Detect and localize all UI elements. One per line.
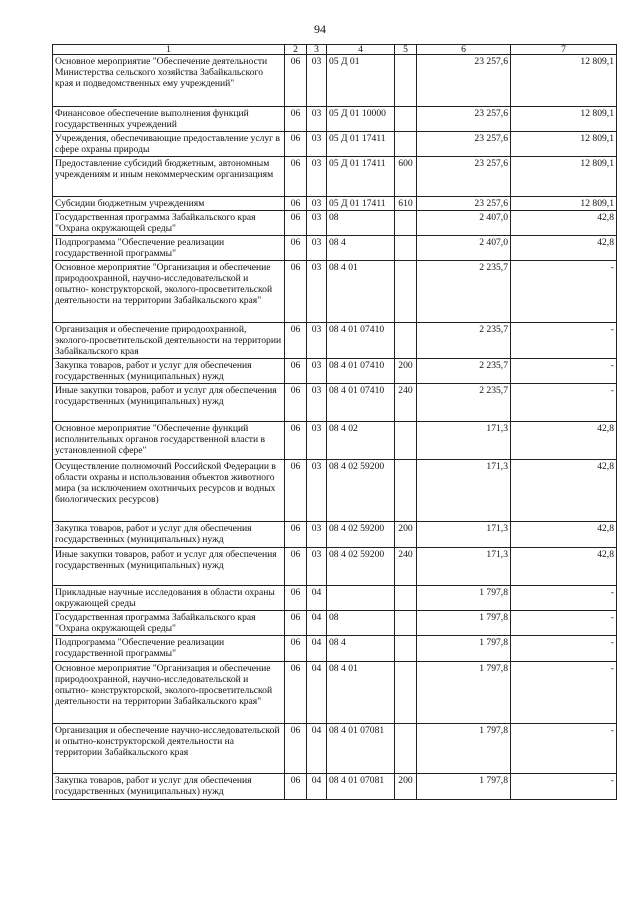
item-name-cell: Подпрограмма "Обеспечение реализации государственной программы" bbox=[53, 236, 285, 261]
subsection-code-cell: 03 bbox=[307, 157, 327, 197]
section-code-cell: 06 bbox=[285, 548, 307, 586]
subsection-code-cell: 03 bbox=[307, 422, 327, 460]
expense-type-cell bbox=[395, 107, 417, 132]
section-code-cell: 06 bbox=[285, 662, 307, 724]
section-code-cell: 06 bbox=[285, 236, 307, 261]
target-article-cell: 05 Д 01 17411 bbox=[327, 197, 395, 211]
amount-col6-cell: 23 257,6 bbox=[417, 132, 511, 157]
amount-col6-cell: 2 235,7 bbox=[417, 384, 511, 422]
expense-type-cell: 610 bbox=[395, 197, 417, 211]
subsection-code-cell: 04 bbox=[307, 662, 327, 724]
section-code-cell: 06 bbox=[285, 107, 307, 132]
expense-type-cell bbox=[395, 323, 417, 359]
target-article-cell: 08 4 01 bbox=[327, 261, 395, 323]
table-row bbox=[53, 636, 617, 662]
section-code-cell: 06 bbox=[285, 724, 307, 774]
header-cell-7: 7 bbox=[511, 45, 617, 55]
subsection-code-cell: 03 bbox=[307, 359, 327, 384]
amount-col6-cell: 171,3 bbox=[417, 460, 511, 522]
item-name-cell: Закупка товаров, работ и услуг для обеспечения государственных (муниципальных) нужд bbox=[53, 522, 285, 548]
amount-col7-cell: 42,8 bbox=[511, 548, 617, 586]
table-row bbox=[53, 611, 617, 636]
page-number: 94 bbox=[314, 22, 326, 36]
target-article-cell: 08 4 02 bbox=[327, 422, 395, 460]
section-code-cell: 06 bbox=[285, 611, 307, 636]
target-article-cell: 05 Д 01 17411 bbox=[327, 157, 395, 197]
amount-col7-cell: 42,8 bbox=[511, 236, 617, 261]
amount-col6-cell: 1 797,8 bbox=[417, 662, 511, 724]
target-article-cell: 08 4 02 59200 bbox=[327, 522, 395, 548]
target-article-cell: 08 4 01 07410 bbox=[327, 359, 395, 384]
item-name-cell: Основное мероприятие "Обеспечение деятельности Министерства сельского хозяйства Забайкальского края и подведомственных ему учреждений" bbox=[53, 55, 285, 107]
expense-type-cell: 240 bbox=[395, 384, 417, 422]
target-article-cell bbox=[327, 586, 395, 611]
section-code-cell: 06 bbox=[285, 197, 307, 211]
budget-table bbox=[52, 44, 617, 800]
subsection-code-cell: 03 bbox=[307, 107, 327, 132]
subsection-code-cell: 04 bbox=[307, 774, 327, 800]
amount-col7-cell: - bbox=[511, 323, 617, 359]
table-row bbox=[53, 724, 617, 774]
amount-col6-cell: 1 797,8 bbox=[417, 774, 511, 800]
amount-col7-cell: - bbox=[511, 611, 617, 636]
table-row bbox=[53, 236, 617, 261]
target-article-cell: 08 bbox=[327, 611, 395, 636]
expense-type-cell bbox=[395, 460, 417, 522]
table-row bbox=[53, 132, 617, 157]
section-code-cell: 06 bbox=[285, 359, 307, 384]
amount-col7-cell: 42,8 bbox=[511, 422, 617, 460]
expense-type-cell: 200 bbox=[395, 774, 417, 800]
section-code-cell: 06 bbox=[285, 636, 307, 662]
expense-type-cell bbox=[395, 236, 417, 261]
subsection-code-cell: 03 bbox=[307, 55, 327, 107]
section-code-cell: 06 bbox=[285, 157, 307, 197]
target-article-cell: 05 Д 01 10000 bbox=[327, 107, 395, 132]
subsection-code-cell: 03 bbox=[307, 460, 327, 522]
target-article-cell: 05 Д 01 bbox=[327, 55, 395, 107]
target-article-cell: 08 4 02 59200 bbox=[327, 460, 395, 522]
amount-col6-cell: 2 407,0 bbox=[417, 211, 511, 236]
header-cell-2: 2 bbox=[285, 45, 307, 55]
amount-col6-cell: 2 235,7 bbox=[417, 261, 511, 323]
amount-col6-cell: 2 235,7 bbox=[417, 323, 511, 359]
table-row bbox=[53, 323, 617, 359]
subsection-code-cell: 04 bbox=[307, 586, 327, 611]
table-row bbox=[53, 55, 617, 107]
header-cell-5: 5 bbox=[395, 45, 417, 55]
item-name-cell: Предоставление субсидий бюджетным, автономным учреждениям и иным некоммерческим организациям bbox=[53, 157, 285, 197]
table-row bbox=[53, 662, 617, 724]
amount-col7-cell: 12 809,1 bbox=[511, 55, 617, 107]
table-row bbox=[53, 157, 617, 197]
header-cell-1: 1 bbox=[53, 45, 285, 55]
amount-col6-cell: 2 235,7 bbox=[417, 359, 511, 384]
target-article-cell: 08 4 bbox=[327, 236, 395, 261]
item-name-cell: Субсидии бюджетным учреждениям bbox=[53, 197, 285, 211]
item-name-cell: Организация и обеспечение природоохранной, эколого-просветительской деятельности на территории Забайкальского края bbox=[53, 323, 285, 359]
expense-type-cell bbox=[395, 261, 417, 323]
section-code-cell: 06 bbox=[285, 261, 307, 323]
section-code-cell: 06 bbox=[285, 422, 307, 460]
amount-col6-cell: 1 797,8 bbox=[417, 611, 511, 636]
item-name-cell: Осуществление полномочий Российской Федерации в области охраны и использования объектов животного мира (за исключением охотничьих ресурсов и водных биологических ресурсов) bbox=[53, 460, 285, 522]
amount-col6-cell: 23 257,6 bbox=[417, 197, 511, 211]
header-row bbox=[53, 45, 617, 55]
amount-col6-cell: 23 257,6 bbox=[417, 55, 511, 107]
target-article-cell: 08 4 01 07410 bbox=[327, 323, 395, 359]
amount-col7-cell: 42,8 bbox=[511, 460, 617, 522]
amount-col7-cell: - bbox=[511, 662, 617, 724]
amount-col6-cell: 1 797,8 bbox=[417, 586, 511, 611]
item-name-cell: Учреждения, обеспечивающие предоставление услуг в сфере охраны природы bbox=[53, 132, 285, 157]
expense-type-cell bbox=[395, 132, 417, 157]
amount-col7-cell: - bbox=[511, 359, 617, 384]
table-row bbox=[53, 774, 617, 800]
header-cell-3: 3 bbox=[307, 45, 327, 55]
item-name-cell: Иные закупки товаров, работ и услуг для обеспечения государственных (муниципальных) нужд bbox=[53, 384, 285, 422]
expense-type-cell bbox=[395, 211, 417, 236]
item-name-cell: Государственная программа Забайкальского края "Охрана окружающей среды" bbox=[53, 611, 285, 636]
amount-col6-cell: 171,3 bbox=[417, 522, 511, 548]
amount-col6-cell: 23 257,6 bbox=[417, 157, 511, 197]
item-name-cell: Подпрограмма "Обеспечение реализации государственной программы" bbox=[53, 636, 285, 662]
table-row bbox=[53, 548, 617, 586]
expense-type-cell bbox=[395, 611, 417, 636]
subsection-code-cell: 03 bbox=[307, 261, 327, 323]
target-article-cell: 08 4 01 07410 bbox=[327, 384, 395, 422]
amount-col6-cell: 1 797,8 bbox=[417, 724, 511, 774]
subsection-code-cell: 03 bbox=[307, 384, 327, 422]
expense-type-cell bbox=[395, 724, 417, 774]
table-row bbox=[53, 384, 617, 422]
expense-type-cell bbox=[395, 422, 417, 460]
amount-col7-cell: - bbox=[511, 586, 617, 611]
table-row bbox=[53, 197, 617, 211]
header-cell-4: 4 bbox=[327, 45, 395, 55]
table-row bbox=[53, 107, 617, 132]
amount-col6-cell: 1 797,8 bbox=[417, 636, 511, 662]
item-name-cell: Закупка товаров, работ и услуг для обеспечения государственных (муниципальных) нужд bbox=[53, 359, 285, 384]
amount-col7-cell: - bbox=[511, 774, 617, 800]
section-code-cell: 06 bbox=[285, 132, 307, 157]
item-name-cell: Прикладные научные исследования в области охраны окружающей среды bbox=[53, 586, 285, 611]
amount-col7-cell: 42,8 bbox=[511, 211, 617, 236]
amount-col7-cell: - bbox=[511, 636, 617, 662]
subsection-code-cell: 03 bbox=[307, 211, 327, 236]
subsection-code-cell: 03 bbox=[307, 197, 327, 211]
subsection-code-cell: 04 bbox=[307, 724, 327, 774]
target-article-cell: 08 4 01 bbox=[327, 662, 395, 724]
item-name-cell: Государственная программа Забайкальского края "Охрана окружающей среды" bbox=[53, 211, 285, 236]
amount-col6-cell: 2 407,0 bbox=[417, 236, 511, 261]
section-code-cell: 06 bbox=[285, 55, 307, 107]
section-code-cell: 06 bbox=[285, 460, 307, 522]
table-row bbox=[53, 422, 617, 460]
item-name-cell: Финансовое обеспечение выполнения функций государственных учреждений bbox=[53, 107, 285, 132]
table-row bbox=[53, 522, 617, 548]
table-row bbox=[53, 359, 617, 384]
expense-type-cell bbox=[395, 586, 417, 611]
subsection-code-cell: 03 bbox=[307, 236, 327, 261]
item-name-cell: Организация и обеспечение научно-исследовательской и опытно-конструкторской деятельности на территории Забайкальского края bbox=[53, 724, 285, 774]
item-name-cell: Иные закупки товаров, работ и услуг для обеспечения государственных (муниципальных) нужд bbox=[53, 548, 285, 586]
amount-col6-cell: 171,3 bbox=[417, 422, 511, 460]
expense-type-cell bbox=[395, 55, 417, 107]
table-row bbox=[53, 586, 617, 611]
expense-type-cell: 200 bbox=[395, 522, 417, 548]
target-article-cell: 05 Д 01 17411 bbox=[327, 132, 395, 157]
section-code-cell: 06 bbox=[285, 522, 307, 548]
amount-col7-cell: 12 809,1 bbox=[511, 157, 617, 197]
expense-type-cell: 200 bbox=[395, 359, 417, 384]
section-code-cell: 06 bbox=[285, 211, 307, 236]
section-code-cell: 06 bbox=[285, 774, 307, 800]
target-article-cell: 08 4 02 59200 bbox=[327, 548, 395, 586]
amount-col6-cell: 171,3 bbox=[417, 548, 511, 586]
table-row bbox=[53, 211, 617, 236]
target-article-cell: 08 4 bbox=[327, 636, 395, 662]
target-article-cell: 08 bbox=[327, 211, 395, 236]
amount-col7-cell: - bbox=[511, 384, 617, 422]
subsection-code-cell: 04 bbox=[307, 636, 327, 662]
amount-col7-cell: 12 809,1 bbox=[511, 132, 617, 157]
amount-col7-cell: - bbox=[511, 724, 617, 774]
table-row bbox=[53, 460, 617, 522]
amount-col7-cell: 42,8 bbox=[511, 522, 617, 548]
subsection-code-cell: 04 bbox=[307, 611, 327, 636]
item-name-cell: Закупка товаров, работ и услуг для обеспечения государственных (муниципальных) нужд bbox=[53, 774, 285, 800]
item-name-cell: Основное мероприятие "Обеспечение функций исполнительных органов государственной власти в установленной сфере" bbox=[53, 422, 285, 460]
section-code-cell: 06 bbox=[285, 323, 307, 359]
item-name-cell: Основное мероприятие "Организация и обеспечение природоохранной, научно-исследовательской и опытно- конструкторской, эколого-просветительской деятельности на территории Забайкальского края" bbox=[53, 662, 285, 724]
section-code-cell: 06 bbox=[285, 586, 307, 611]
amount-col6-cell: 23 257,6 bbox=[417, 107, 511, 132]
subsection-code-cell: 03 bbox=[307, 323, 327, 359]
expense-type-cell: 600 bbox=[395, 157, 417, 197]
subsection-code-cell: 03 bbox=[307, 522, 327, 548]
target-article-cell: 08 4 01 07081 bbox=[327, 724, 395, 774]
amount-col7-cell: 12 809,1 bbox=[511, 107, 617, 132]
item-name-cell: Основное мероприятие "Организация и обеспечение природоохранной, научно-исследовательской и опытно- конструкторской, эколого-просветительской деятельности на территории Забайкальского края" bbox=[53, 261, 285, 323]
subsection-code-cell: 03 bbox=[307, 132, 327, 157]
table-row bbox=[53, 261, 617, 323]
amount-col7-cell: - bbox=[511, 261, 617, 323]
expense-type-cell: 240 bbox=[395, 548, 417, 586]
expense-type-cell bbox=[395, 662, 417, 724]
section-code-cell: 06 bbox=[285, 384, 307, 422]
subsection-code-cell: 03 bbox=[307, 548, 327, 586]
amount-col7-cell: 12 809,1 bbox=[511, 197, 617, 211]
expense-type-cell bbox=[395, 636, 417, 662]
target-article-cell: 08 4 01 07081 bbox=[327, 774, 395, 800]
header-cell-6: 6 bbox=[417, 45, 511, 55]
